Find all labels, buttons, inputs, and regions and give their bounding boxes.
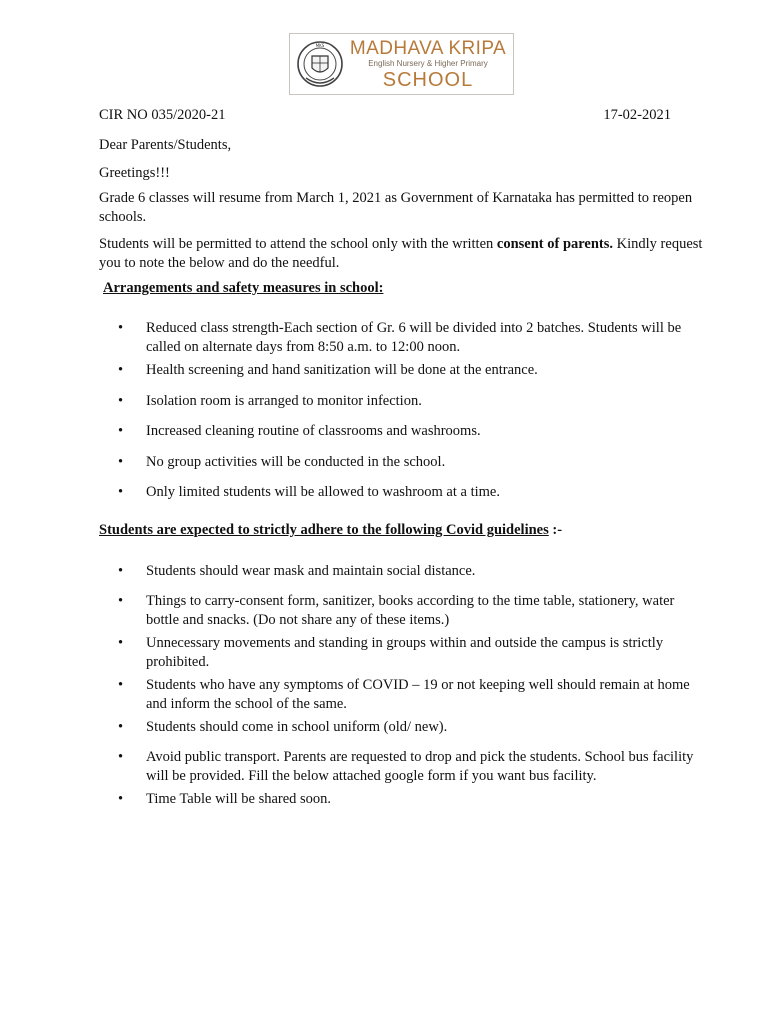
consent-text-end: Kindly request you to note the below and do the needful. [99,236,703,271]
resume-paragraph: Grade 6 classes will resume from March 1, 2021 as Government of Karnataka has permitted to reopen schools. [99,190,693,225]
greeting: Greetings!!! [99,165,170,181]
salutation: Dear Parents/Students, [99,137,232,153]
circular-number: CIR NO 035/2020-21 [99,107,226,123]
svg-text:MKS: MKS [315,43,325,48]
list-item: • Unnecessary movements and standing in groups within and outside the campus is strictly prohibited. [118,634,713,672]
guidelines-heading-text: Students are expected to strictly adhere to the following Covid guidelines [99,522,549,538]
list-item: • Time Table will be shared soon. [118,790,713,809]
guidelines-heading-suffix: :- [548,522,563,538]
consent-text-start: Students will be permitted to attend the school only with the written [99,236,497,252]
school-word: SCHOOL [382,69,474,91]
list-item: • Reduced class strength-Each section of Gr. 6 will be divided into 2 batches. Students will be called on alternate days from 8:50 a.m. to 12:00 noon. [118,319,713,357]
consent-paragraph [99,235,705,273]
school-logo [289,33,514,95]
list-item: • Health screening and hand sanitization will be done at the entrance. [118,361,713,380]
school-name: MADHAVA KRIPA [349,38,507,59]
list-item: • No group activities will be conducted in the school. [118,453,713,472]
list-item: • Students should wear mask and maintain social distance. [118,562,713,581]
consent-emphasis: consent of parents. [496,236,614,252]
list-item: • Isolation room is arranged to monitor infection. [118,392,713,411]
circular-header [99,106,671,125]
list-item: • Students who have any symptoms of COVID – 19 or not keeping well should remain at home and inform the school of the same. [118,676,706,714]
school-crest-icon [296,38,344,90]
arrangements-heading: Arrangements and safety measures in school: [103,280,384,296]
list-item: • Avoid public transport. Parents are requested to drop and pick the students. School bus facility will be provided. Fill the below attached google form if you want bus facility. [118,748,713,786]
circular-date: 17-02-2021 [603,107,671,123]
school-subtitle: English Nursery & Higher Primary [368,59,488,68]
list-item: • Only limited students will be allowed to washroom at a time. [118,483,713,502]
guidelines-heading [99,521,709,540]
list-item: • Increased cleaning routine of classrooms and washrooms. [118,422,713,441]
list-item: • Things to carry-consent form, sanitizer, books according to the time table, stationery, water bottle and snacks. (Do not share any of these items.) [118,592,691,630]
list-item: • Students should come in school uniform (old/ new). [118,718,713,737]
